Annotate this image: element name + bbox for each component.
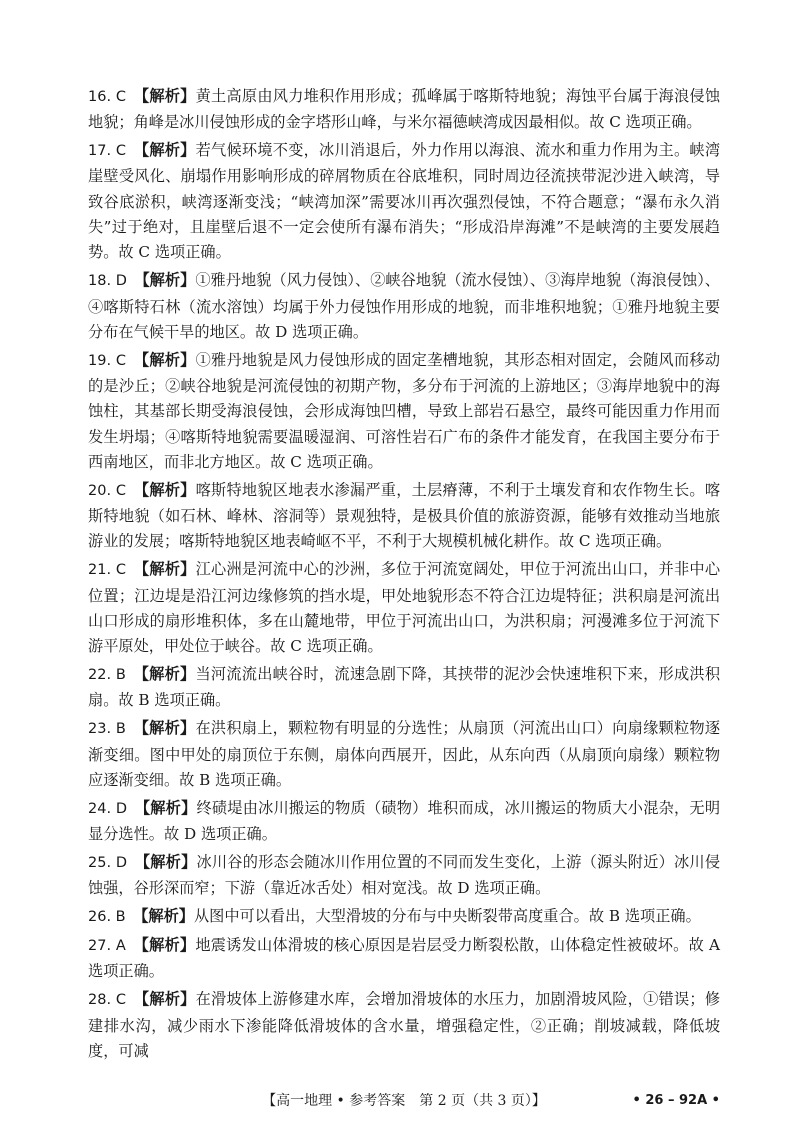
answer-item xyxy=(88,987,720,1064)
footer-title: 【高一地理 • 参考答案 第 2 页（共 3 页）】 xyxy=(262,1093,546,1109)
analysis-text: 地震诱发山体滑坡的核心原因是岩层受力断裂松散，山体稳定性被破坏。故 A 选项正确。 xyxy=(88,936,721,981)
answer-number: 25. D xyxy=(88,854,128,871)
answer-item xyxy=(88,268,720,345)
answer-item xyxy=(88,138,720,265)
answer-item xyxy=(88,557,720,659)
answer-item xyxy=(88,850,720,902)
analysis-tag: 【解析】 xyxy=(133,560,196,579)
answer-number: 16. C xyxy=(88,89,127,105)
analysis-tag: 【解析】 xyxy=(133,665,196,684)
answer-number: 22. B xyxy=(88,667,126,684)
answer-number: 21. C xyxy=(88,562,127,579)
analysis-tag: 【解析】 xyxy=(133,907,194,926)
answer-number: 24. D xyxy=(88,800,128,817)
answer-number: 28. C xyxy=(88,992,127,1009)
analysis-tag: 【解析】 xyxy=(133,936,196,955)
analysis-tag: 【解析】 xyxy=(134,852,197,871)
answer-number: 19. C xyxy=(88,352,127,369)
analysis-text: 江心洲是河流中心的沙洲，多位于河流宽阔处，甲位于河流出山口，并非中心位置；江边堤是沿江河边缘修筑的挡水堤，甲处地貌形态不符合江边堤特征；洪积扇是河流出山口形成的扇形堆积体，多在山麓地带，甲位于河流出山口，为洪积扇；河漫滩多位于河流下游平原处，甲处位于峡谷。故 C 选项正确。 xyxy=(88,560,721,656)
analysis-tag: 【解析】 xyxy=(134,271,196,290)
answer-number: 26. B xyxy=(88,909,126,926)
answer-number: 18. D xyxy=(88,273,127,290)
page-footer xyxy=(88,1090,720,1112)
answer-item xyxy=(88,478,720,555)
analysis-text: 从图中可以看出，大型滑坡的分布与中央断裂带高度重合。故 B 选项正确。 xyxy=(193,907,701,926)
analysis-tag: 【解析】 xyxy=(133,480,196,499)
analysis-text: 喀斯特地貌区地表水渗漏严重，土层瘠薄，不利于土壤发育和农作物生长。喀斯特地貌（如石林、峰林、溶洞等）景观独特，是极具价值的旅游资源，能够有效推动当地旅游业的发展；喀斯特地貌区地表崎岖不平，不利于大规模机械化耕作。故 C 选项正确。 xyxy=(88,480,721,551)
analysis-text: 在滑坡体上游修建水库，会增加滑坡体的水压力，加剧滑坡风险，①错误；修建排水沟，减少雨水下渗能降低滑坡体的含水量，增强稳定性，②正确；削坡减载，降低坡度，可减 xyxy=(88,990,721,1060)
answer-item xyxy=(88,84,720,136)
analysis-tag: 【解析】 xyxy=(133,990,196,1009)
answer-number: 27. A xyxy=(88,938,126,955)
analysis-text: 黄土高原由风力堆积作用形成；孤峰属于喀斯特地貌；海蚀平台属于海浪侵蚀地貌；角峰是冰川侵蚀形成的金字塔形山峰，与米尔福德峡湾成因最相似。故 C 选项正确。 xyxy=(88,87,721,132)
answer-number: 23. B xyxy=(88,721,126,738)
analysis-text: 在洪积扇上，颗粒物有明显的分选性；从扇顶（河流出山口）向扇缘颗粒物逐渐变细。图中甲处的扇顶位于东侧，扇体向西展开，因此，从东向西（从扇顶向扇缘）颗粒物应逐渐变细。故 B 选项正确。 xyxy=(88,719,721,789)
answer-list xyxy=(88,84,720,1067)
answer-item xyxy=(88,904,720,930)
analysis-tag: 【解析】 xyxy=(133,141,196,160)
footer-code: • 26 – 92A • xyxy=(632,1093,720,1108)
analysis-tag: 【解析】 xyxy=(133,350,196,369)
analysis-text: 冰川谷的形态会随冰川作用位置的不同而发生变化，上游（源头附近）冰川侵蚀强，谷形深而窄；下游（靠近冰舌处）相对宽浅。故 D 选项正确。 xyxy=(88,852,721,898)
analysis-text: 若气候环境不变，冰川消退后，外力作用以海浪、流水和重力作用为主。峡湾崖壁受风化、崩塌作用影响形成的碎屑物质在谷底堆积，同时周边径流挟带泥沙进入峡湾，导致谷底淤积，峡湾逐渐变浅；“峡湾加深”需要冰川再次强烈侵蚀，不符合题意；“瀑布永久消失”过于绝对，且崖壁后退不一定会使所有瀑布消失；“形成沿岸海滩”不是峡湾的主要发展趋势。故 C 选项正确。 xyxy=(88,141,721,262)
analysis-text: 终碛堤由冰川搬运的物质（碛物）堆积而成，冰川搬运的物质大小混杂，无明显分选性。故 D 选项正确。 xyxy=(88,798,721,844)
answer-item xyxy=(88,716,720,793)
analysis-text: 当河流流出峡谷时，流速急剧下降，其挟带的泥沙会快速堆积下来，形成洪积扇。故 B 选项正确。 xyxy=(88,665,721,710)
analysis-tag: 【解析】 xyxy=(133,87,196,105)
answer-item xyxy=(88,796,720,848)
answer-item xyxy=(88,933,720,985)
analysis-text: ①雅丹地貌是风力侵蚀形成的固定垄槽地貌，其形态相对固定，会随风而移动的是沙丘；②峡谷地貌是河流侵蚀的初期产物，多分布于河流的上游地区；③海岸地貌中的海蚀柱，其基部长期受海浪侵蚀，会形成海蚀凹槽，导致上部岩石悬空，最终可能因重力作用而发生坍塌；④喀斯特地貌需要温暖湿润、可溶性岩石广布的条件才能发育，在我国主要分布于西南地区，而非北方地区。故 C 选项正确。 xyxy=(88,350,721,471)
answer-item xyxy=(88,348,720,475)
analysis-tag: 【解析】 xyxy=(133,719,196,738)
analysis-text: ①雅丹地貌（风力侵蚀）、②峡谷地貌（流水侵蚀）、③海岸地貌（海浪侵蚀）、④喀斯特石林（流水溶蚀）均属于外力侵蚀作用形成的地貌，而非堆积地貌；①雅丹地貌主要分布在气候干旱的地区。故 D 选项正确。 xyxy=(88,271,720,341)
answer-number: 17. C xyxy=(88,143,127,160)
answer-item xyxy=(88,662,720,714)
answer-number: 20. C xyxy=(88,482,127,499)
analysis-tag: 【解析】 xyxy=(134,798,197,817)
